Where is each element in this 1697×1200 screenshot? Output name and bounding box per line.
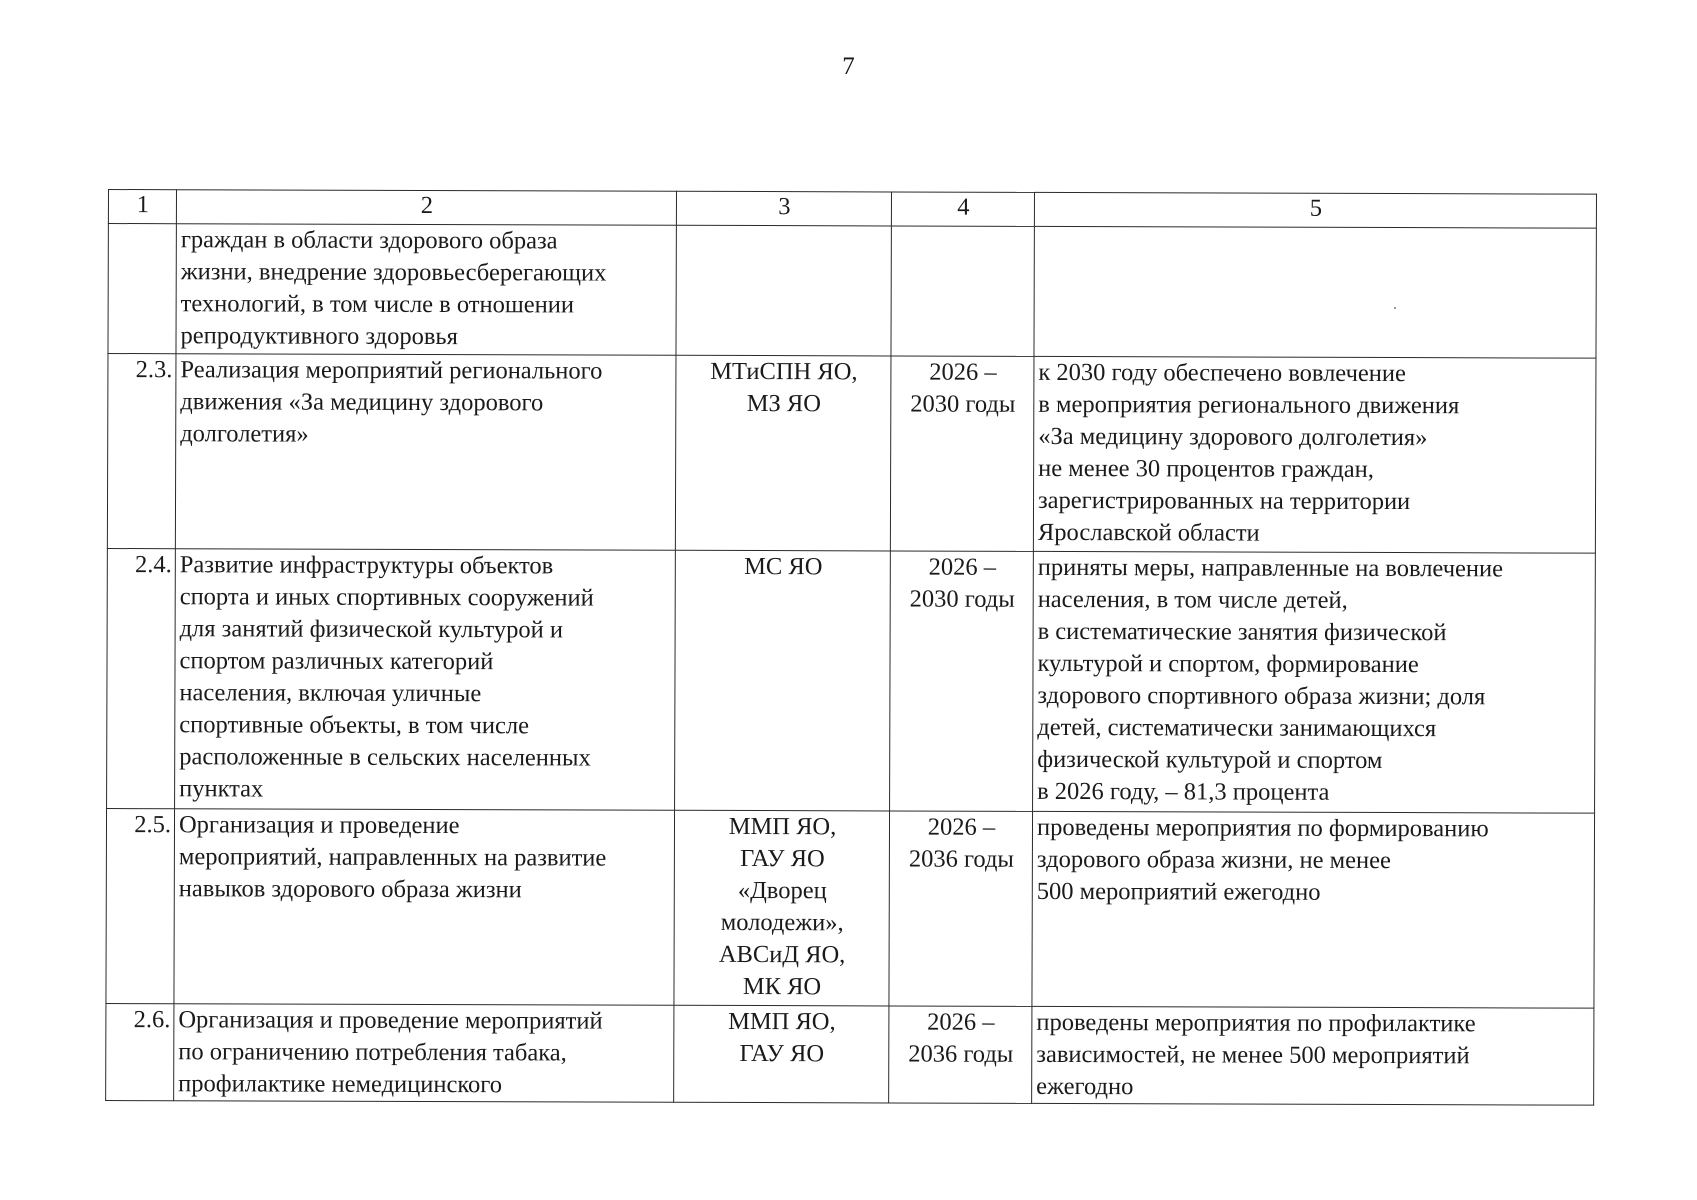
result-cell [1032,1006,1594,1105]
measure-line: пунктах [179,775,264,803]
measure-line: технологий, в том числе в отношении [180,290,575,319]
measure-line: репродуктивного здоровья [180,322,458,351]
measure-cell [175,354,676,551]
column-header-5: 5 [1034,192,1596,228]
table-row [107,548,1596,813]
result-line: здорового спортивного образа жизни; доля [1037,681,1486,711]
result-line: Ярославской области [1037,518,1260,547]
row-number-cell: 2.4. [107,548,176,808]
measure-line: спортом различных категорий [179,647,494,676]
row-number-cell [108,224,176,354]
result-line: населения, в том числе детей, [1037,585,1348,614]
page-number: 7 [842,53,855,80]
result-cell [1032,811,1595,1008]
measure-line: граждан в области здорового образа [180,226,558,255]
result-line: в 2026 году, – 81,3 процента [1037,777,1330,806]
measure-line: для занятий физической культурой и [179,615,564,644]
result-line: зарегистрированных на территории [1037,486,1411,516]
measure-line: Реализация мероприятий регионального [180,356,603,385]
executor-cell [674,1005,889,1103]
measure-cell [174,809,675,1006]
result-line: ежегодно [1036,1072,1134,1101]
result-line: зависимостей, не менее 500 мероприятий [1036,1040,1470,1070]
measure-line: населения, включая уличные [179,679,482,708]
result-line: детей, систематически занимающихся [1037,713,1437,743]
column-header-3: 3 [676,191,891,226]
measure-line: Развитие инфраструктуры объектов [179,551,554,580]
column-header-4: 4 [891,192,1034,226]
row-number-cell: 2.6. [106,1003,174,1100]
measure-line: спортивные объекты, в том числе [179,711,530,740]
measure-line: жизни, внедрение здоровьесберегающих [180,258,607,287]
period-line: 2026 – [927,1008,995,1036]
result-line: проведены мероприятия по профилактике [1036,1008,1476,1038]
measure-line: спорта и иных спортивных сооружений [179,583,594,612]
table-header [108,190,1596,229]
executor-line: АВСиД ЯО, [718,940,846,969]
period-line: 2026 – [927,813,996,841]
measure-line: мероприятий, направленных на развитие [178,843,607,872]
result-line: культурой и спортом, формирование [1037,649,1419,679]
table-body [106,224,1597,1106]
table-row [106,808,1595,1008]
executor-cell [675,355,891,551]
measure-line: профилактике немедицинского [178,1070,503,1099]
result-line: не менее 30 процентов граждан, [1038,454,1374,483]
column-header-2: 2 [176,190,676,226]
period-line: 2026 – [928,553,997,581]
measure-line: Организация и проведение [178,811,460,840]
period-line: 2036 годы [908,1040,1014,1068]
measure-line: по ограничению потребления табака, [178,1038,567,1067]
period-line: 2030 годы [909,585,1015,613]
result-line: проведены мероприятия по формированию [1036,813,1489,843]
executor-line: МТиСПН ЯО, [710,357,858,386]
executor-line: МК ЯО [742,972,822,1001]
result-cell [1033,356,1596,553]
result-cell [1034,226,1596,358]
executor-line: «Дворец [737,876,827,905]
measure-line: навыков здорового образа жизни [178,875,522,904]
period-cell [891,226,1034,356]
result-line: в систематические занятия физической [1037,617,1447,647]
row-number-cell: 2.5. [106,808,175,1003]
period-cell [889,811,1033,1006]
column-header-1: 1 [108,190,176,224]
result-line: 500 мероприятий ежегодно [1036,877,1321,906]
measure-cell [174,1004,674,1103]
table-row [106,1003,1594,1105]
table-row [107,354,1596,554]
period-line: 2036 годы [908,845,1014,873]
executor-line: ММП ЯО, [728,812,837,841]
period-line: 2026 – [929,358,997,386]
result-cell [1033,551,1596,813]
period-line: 2030 годы [910,390,1016,418]
table-row [108,224,1596,359]
executor-line: МЗ ЯО [746,390,821,418]
measure-line: долголетия» [180,420,309,448]
result-line: в мероприятия регионального движения [1038,390,1460,420]
measure-line: движения «За медицину здорового [180,388,544,417]
result-line: к 2030 году обеспечено вовлечение [1038,358,1406,388]
executor-cell [675,550,891,811]
executor-cell [674,810,890,1006]
measure-cell [175,549,676,811]
result-line: физической культурой и спортом [1037,745,1383,775]
result-line: здорового образа жизни, не менее [1036,845,1391,875]
row-number-cell: 2.3. [107,354,176,549]
scan-speck [1394,307,1396,309]
executor-line: МС ЯО [744,553,823,581]
measure-cell [176,224,676,356]
measures-table [105,189,1597,1106]
period-cell [889,1006,1032,1103]
period-cell [890,356,1034,551]
executor-line: ГАУ ЯО [740,844,825,873]
result-line: приняты меры, направленные на вовлечение [1037,553,1504,583]
result-line: «За медицину здорового долголетия» [1038,422,1428,452]
executor-cell [676,225,891,356]
period-cell [890,551,1034,811]
measure-line: Организация и проведение мероприятий [178,1006,603,1035]
executor-line: ММП ЯО, [728,1007,836,1036]
measure-line: расположенные в сельских населенных [179,743,591,772]
executor-line: молодежи», [720,908,844,937]
executor-line: ГАУ ЯО [739,1039,825,1068]
